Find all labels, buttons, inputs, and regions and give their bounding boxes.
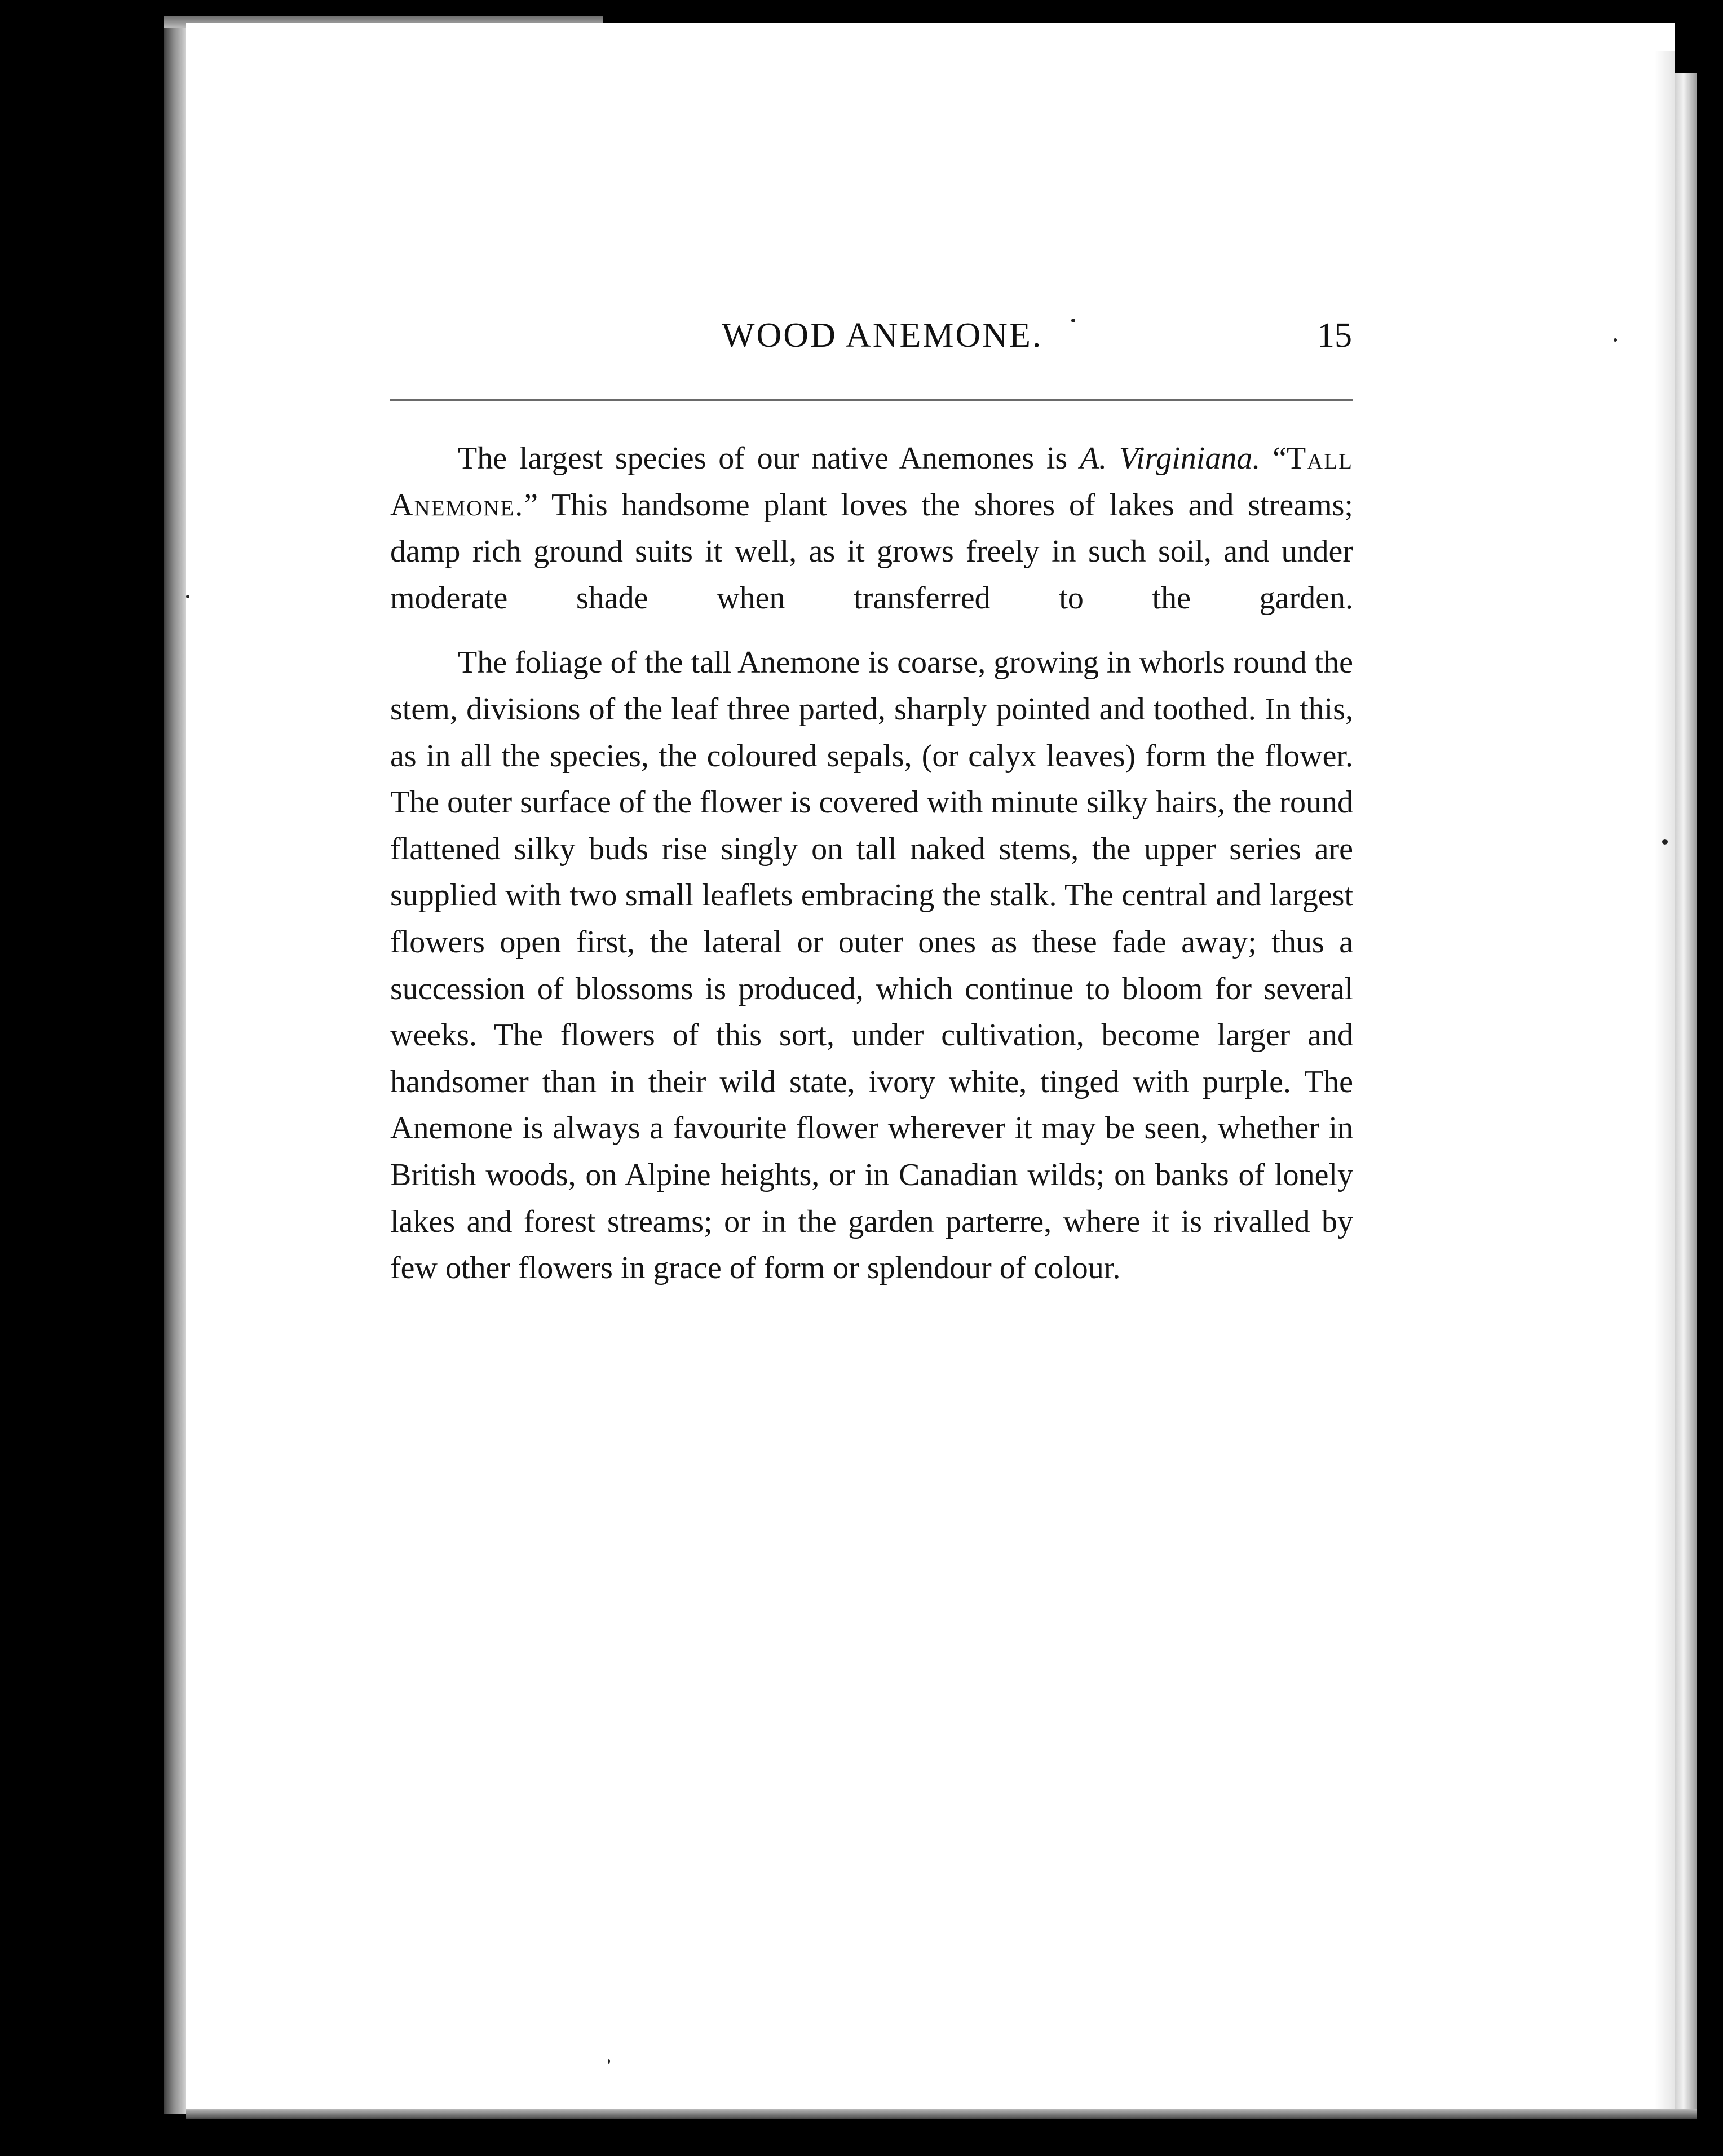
bottom-edge-shadow xyxy=(186,2109,1697,2119)
scan-speck xyxy=(1662,839,1668,845)
body-text xyxy=(390,435,1353,1292)
paragraph-1 xyxy=(390,435,1353,621)
common-name: Tall Anemone. xyxy=(390,441,1353,523)
page-edge-right xyxy=(1675,73,1697,2114)
paragraph-1-text-b: ” This handsome plant loves the shores of lakes and streams; damp rich ground suits it well, as it grows freely in such soil, and under moderate shade when transferred to the garden. xyxy=(390,487,1353,616)
running-header: WOOD ANEMONE. xyxy=(722,316,1043,355)
scan-speck xyxy=(186,595,189,598)
scan-speck xyxy=(1614,338,1617,342)
species-name: A. Virginiana. xyxy=(1079,441,1261,476)
page-number: 15 xyxy=(1317,316,1352,355)
header-rule xyxy=(390,399,1353,401)
paragraph-2: The foliage of the tall Anemone is coarse, growing in whorls round the stem, divisions of the leaf three parted, sharply pointed and toothed. In this, as in all the species, the coloured sepals, (or calyx leaves) form the flower. The outer surface of the flower is covered with minute silky hairs, the round flattened silky buds rise singly on tall naked stems, the upper series are supplied with two small leaflets embracing the stalk. The central and largest flowers open first, the lateral or outer ones as these fade away; thus a succession of blossoms is produced, which continue to bloom for several weeks. The flowers of this sort, under cultivation, become larger and handsomer than in their wild state, ivory white, tinged with purple. The Anemone is always a favourite flower wherever it may be seen, whether in British woods, on Alpine heights, or in Canadian wilds; on banks of lonely lakes and forest streams; or in the garden parterre, where it is rivalled by few other flowers in grace of form or splendour of colour. xyxy=(390,645,1353,1286)
scan-speck xyxy=(1071,319,1075,322)
paragraph-1-text-a: The largest species of our native Anemones is xyxy=(458,441,1080,476)
paragraph-1-quote-open: “ xyxy=(1260,441,1287,476)
scan-speck xyxy=(608,2059,610,2064)
page-edge-inner xyxy=(1655,51,1675,2114)
